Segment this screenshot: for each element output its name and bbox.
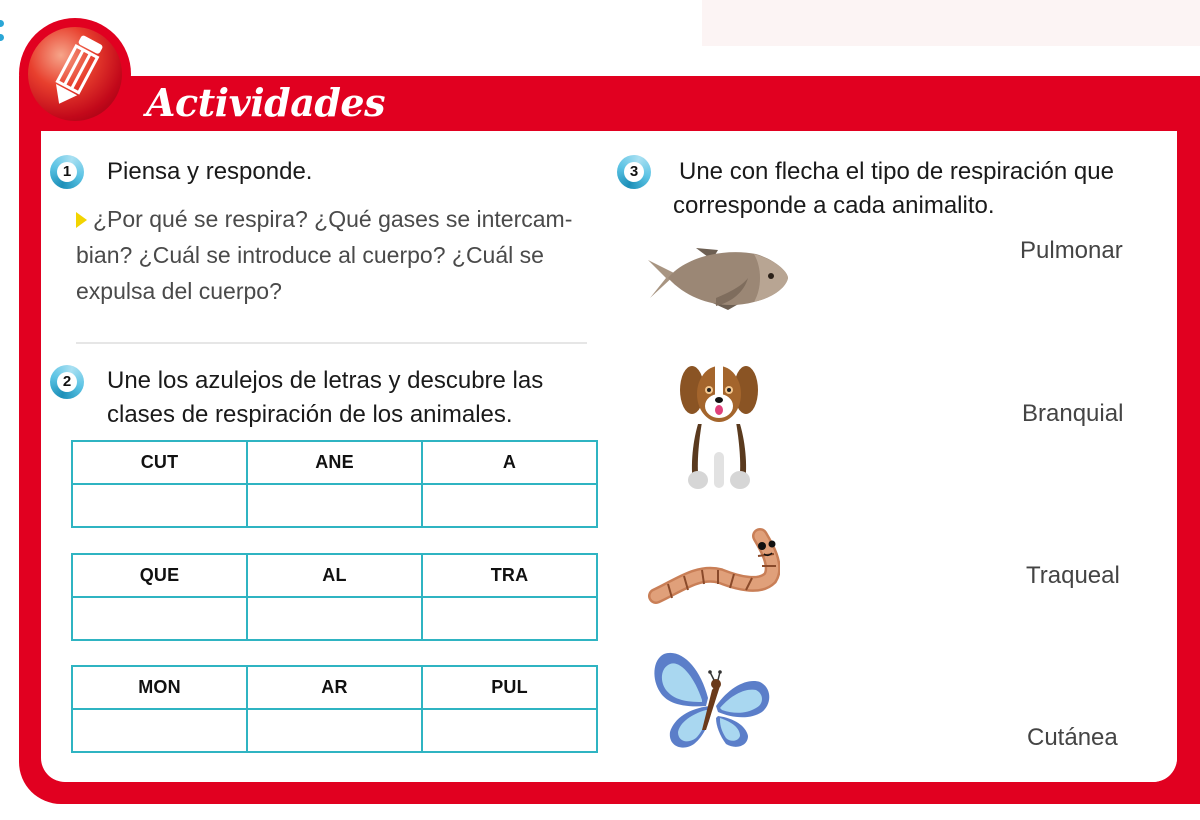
- dog-illustration[interactable]: [678, 354, 760, 492]
- fish-illustration[interactable]: [646, 242, 792, 314]
- heading-line: Une con flecha el tipo de respiración que: [679, 158, 1114, 185]
- activity-3-heading: [673, 155, 1114, 223]
- page-title: Actividades: [146, 80, 385, 125]
- respiration-label-traqueal[interactable]: Traqueal: [1026, 562, 1120, 589]
- answer-cell[interactable]: [72, 709, 247, 752]
- section-divider: [76, 342, 587, 344]
- letter-tile: AL: [247, 554, 422, 597]
- letter-tiles-table-2: [71, 553, 598, 641]
- letter-tile: ANE: [247, 441, 422, 484]
- worm-illustration[interactable]: [648, 526, 780, 606]
- letter-tile: CUT: [72, 441, 247, 484]
- respiration-label-pulmonar[interactable]: Pulmonar: [1020, 237, 1123, 264]
- heading-line: corresponde a cada animalito.: [673, 192, 995, 219]
- pencil-icon: [38, 32, 114, 112]
- letter-tile: A: [422, 441, 597, 484]
- answer-cell[interactable]: [422, 484, 597, 527]
- activity-number: 2: [57, 372, 77, 392]
- activity-1-badge: [50, 155, 84, 189]
- activity-2-heading: [107, 364, 543, 432]
- answer-cell[interactable]: [72, 597, 247, 640]
- letter-tile: QUE: [72, 554, 247, 597]
- answer-cell[interactable]: [72, 484, 247, 527]
- heading-line: Une los azulejos de letras y descubre las: [107, 367, 544, 394]
- letter-tile: TRA: [422, 554, 597, 597]
- activity-2-badge: [50, 365, 84, 399]
- bullet-arrow-icon: [76, 212, 87, 228]
- respiration-label-cutanea[interactable]: Cutánea: [1027, 724, 1118, 751]
- respiration-label-branquial[interactable]: Branquial: [1022, 400, 1124, 427]
- answer-cell[interactable]: [247, 709, 422, 752]
- answer-cell[interactable]: [247, 484, 422, 527]
- question-line: ¿Por qué se respira? ¿Qué gases se intercam-: [93, 206, 573, 232]
- butterfly-illustration[interactable]: [650, 646, 774, 756]
- activity-number: 3: [624, 162, 644, 182]
- answer-cell[interactable]: [422, 597, 597, 640]
- answer-cell[interactable]: [422, 709, 597, 752]
- question-line: expulsa del cuerpo?: [76, 278, 282, 304]
- activity-1-heading: Piensa y responde.: [107, 158, 313, 185]
- activity-number: 1: [57, 162, 77, 182]
- top-tint-band: [702, 0, 1200, 46]
- activity-3-badge: [617, 155, 651, 189]
- edge-dots: [0, 20, 6, 44]
- answer-cell[interactable]: [247, 597, 422, 640]
- heading-line: clases de respiración de los animales.: [107, 401, 513, 428]
- activity-1-question: [76, 201, 572, 309]
- letter-tile: MON: [72, 666, 247, 709]
- question-line: bian? ¿Cuál se introduce al cuerpo? ¿Cuál se: [76, 242, 544, 268]
- letter-tiles-table-3: [71, 665, 598, 753]
- letter-tile: AR: [247, 666, 422, 709]
- letter-tiles-table-1: [71, 440, 598, 528]
- letter-tile: PUL: [422, 666, 597, 709]
